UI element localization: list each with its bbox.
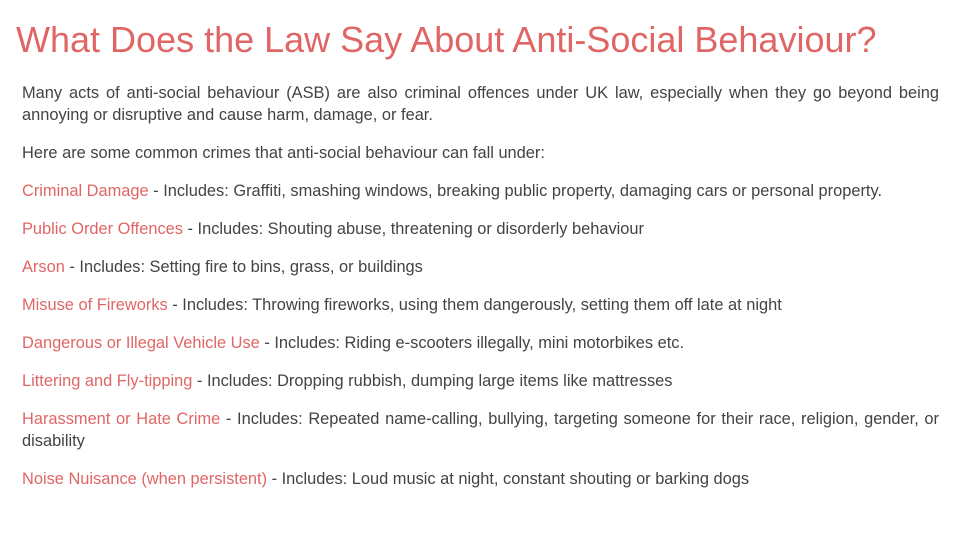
slide-title: What Does the Law Say About Anti-Social Behaviour?: [16, 19, 877, 60]
crime-description: - Includes: Shouting abuse, threatening or disorderly behaviour: [182, 220, 644, 238]
crime-description: - Includes: Graffiti, smashing windows, breaking public property, damaging cars or personal property.: [148, 182, 883, 200]
intro-paragraph: Many acts of anti-social behaviour (ASB) are also criminal offences under UK law, especially when they go beyond being annoying or disruptive and cause harm, damage, or fear.: [22, 84, 939, 124]
crime-item-arson: [22, 256, 939, 278]
crime-term: Littering and Fly-tipping: [22, 372, 193, 390]
crime-item-public-order: [22, 218, 939, 240]
crime-description: - Includes: Dropping rubbish, dumping large items like mattresses: [192, 372, 673, 390]
crime-description: - Includes: Setting fire to bins, grass, or buildings: [64, 258, 423, 276]
crime-item-criminal-damage: [22, 180, 939, 202]
crime-description: - Includes: Loud music at night, constant shouting or barking dogs: [267, 470, 750, 488]
crime-term: Noise Nuisance (when persistent): [22, 470, 268, 488]
crime-term: Arson: [22, 258, 65, 276]
lead-paragraph: Here are some common crimes that anti-social behaviour can fall under:: [22, 144, 545, 162]
crime-term: Misuse of Fireworks: [22, 296, 168, 314]
crime-term: Harassment or Hate Crime: [22, 410, 221, 428]
crime-description: - Includes: Repeated name-calling, bullying, targeting someone for their race, religion, gender, or disability: [22, 410, 939, 450]
crime-term: Public Order Offences: [22, 220, 183, 238]
crime-term: Criminal Damage: [22, 182, 149, 200]
crime-item-harassment: [22, 408, 939, 452]
crime-item-littering: [22, 370, 939, 392]
slide-body: [22, 82, 939, 506]
crime-item-noise: [22, 468, 939, 490]
crime-item-vehicle-use: [22, 332, 939, 354]
crime-term: Dangerous or Illegal Vehicle Use: [22, 334, 260, 352]
crime-item-fireworks: [22, 294, 939, 316]
crime-description: - Includes: Throwing fireworks, using them dangerously, setting them off late at night: [167, 296, 782, 314]
crime-description: - Includes: Riding e-scooters illegally, mini motorbikes etc.: [259, 334, 685, 352]
